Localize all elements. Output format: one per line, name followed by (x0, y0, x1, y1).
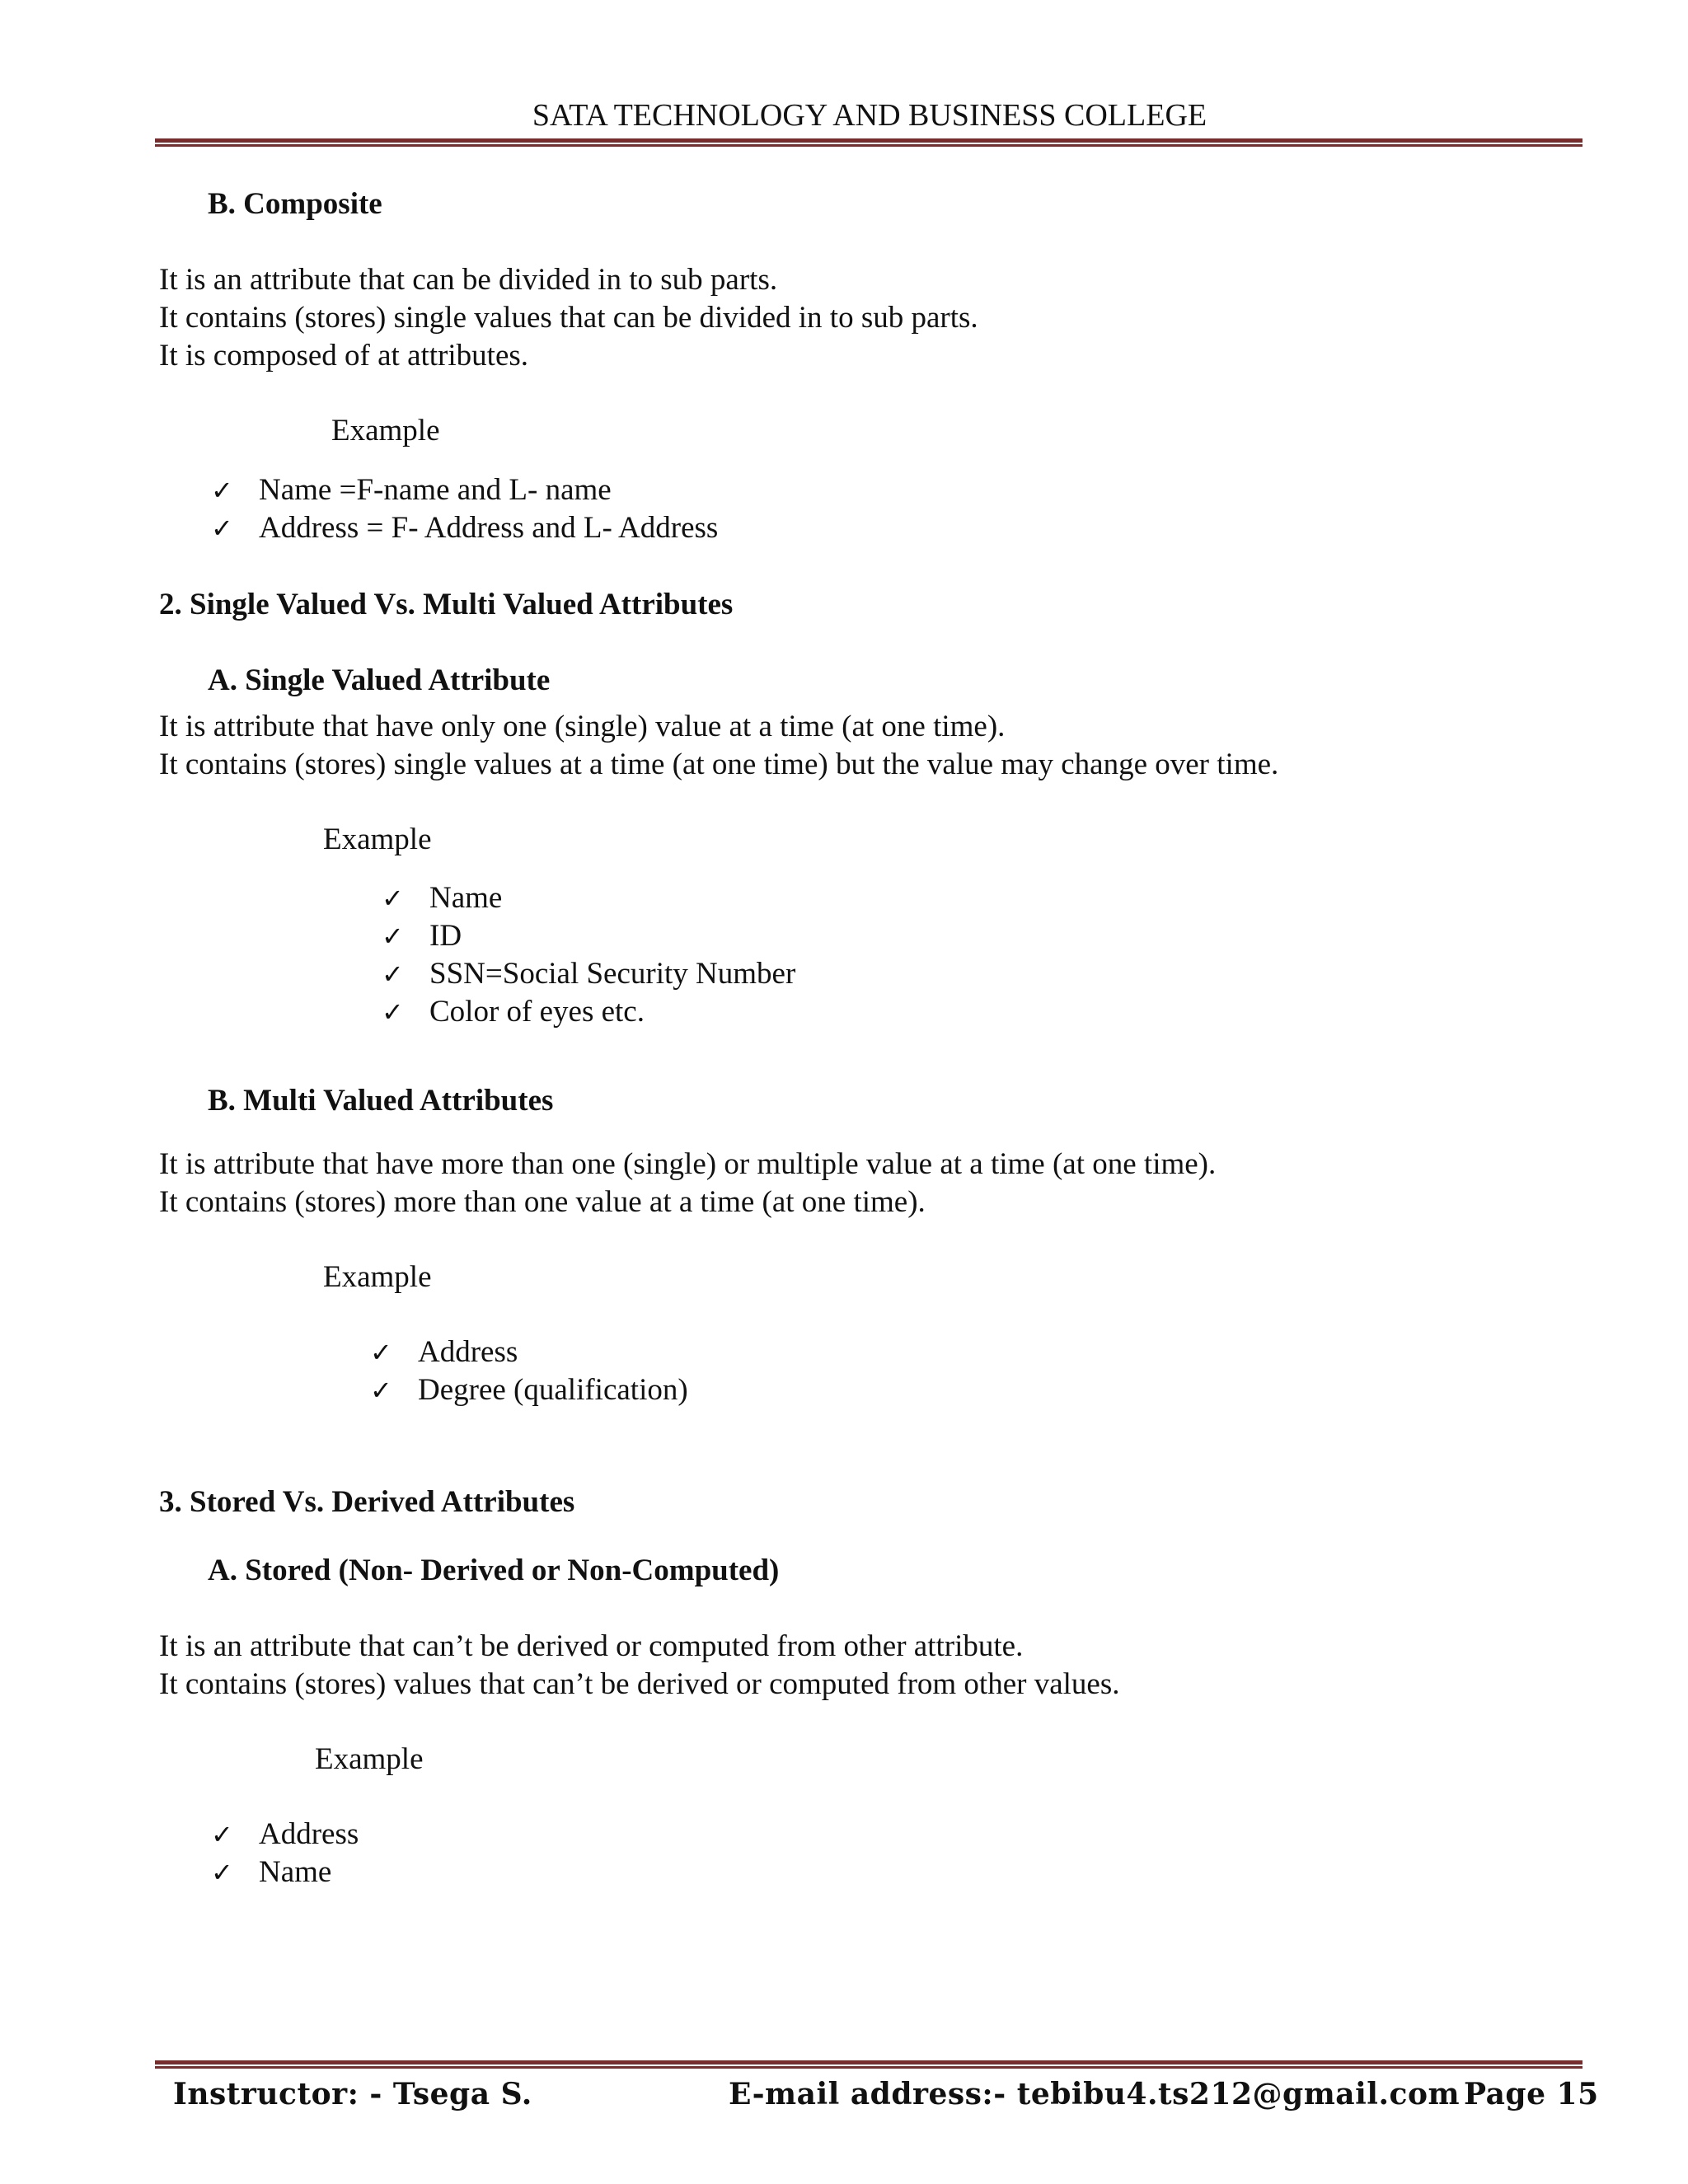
check-mark-icon: ✓ (211, 1819, 233, 1850)
stored-list-item (211, 1854, 331, 1891)
section-2-heading: 2. Single Valued Vs. Multi Valued Attributes (159, 588, 734, 621)
footer-email: E-mail address:- tebibu4.ts212@gmail.com (729, 2077, 1461, 2111)
multi-valued-example-label: Example (323, 1260, 432, 1294)
multi-valued-heading: B. Multi Valued Attributes (208, 1084, 554, 1118)
check-mark-icon: ✓ (370, 1337, 392, 1368)
composite-paragraph-2: It contains (stores) single values that can be divided in to sub parts. (159, 301, 978, 335)
single-valued-heading: A. Single Valued Attribute (208, 663, 551, 697)
single-valued-list-item (382, 880, 502, 916)
composite-heading: B. Composite (208, 187, 382, 221)
composite-paragraph-3: It is composed of at attributes. (159, 339, 529, 373)
check-mark-icon: ✓ (211, 1857, 233, 1888)
stored-list-item-label: Name (259, 1855, 332, 1889)
single-valued-paragraph-2: It contains (stores) single values at a time (at one time) but the value may change over time. (159, 748, 1279, 781)
single-valued-list-item-label: Color of eyes etc. (429, 995, 645, 1029)
single-valued-example-label: Example (323, 823, 432, 856)
single-valued-list-item (382, 994, 645, 1030)
multi-valued-list-item (370, 1372, 688, 1408)
check-mark-icon: ✓ (211, 475, 233, 506)
composite-list-item-label: Address = F- Address and L- Address (259, 511, 719, 545)
footer-rule (155, 2060, 1582, 2069)
stored-list-item-label: Address (259, 1817, 359, 1851)
single-valued-list-item (382, 956, 795, 992)
check-mark-icon: ✓ (382, 996, 404, 1028)
single-valued-list-item-label: ID (429, 919, 462, 953)
check-mark-icon: ✓ (382, 958, 404, 990)
check-mark-icon: ✓ (211, 513, 233, 544)
check-mark-icon: ✓ (370, 1375, 392, 1406)
single-valued-paragraph-1: It is attribute that have only one (single) value at a time (at one time). (159, 710, 1006, 743)
footer-instructor: Instructor: - Tsega S. (173, 2077, 532, 2111)
composite-list-item (211, 510, 718, 546)
header-rule (155, 138, 1582, 147)
multi-valued-list-item (370, 1334, 518, 1371)
single-valued-list-item (382, 918, 462, 954)
composite-list-item-label: Name =F-name and L- name (259, 473, 612, 507)
single-valued-list-item-label: Name (429, 881, 503, 915)
composite-example-label: Example (331, 414, 440, 448)
check-mark-icon: ✓ (382, 921, 404, 952)
footer-page-number: Page 15 (1464, 2077, 1599, 2111)
single-valued-list-item-label: SSN=Social Security Number (429, 957, 796, 991)
multi-valued-paragraph-1: It is attribute that have more than one (single) or multiple value at a time (at one time). (159, 1147, 1217, 1181)
composite-paragraph-1: It is an attribute that can be divided in to sub parts. (159, 263, 778, 297)
section-3-heading: 3. Stored Vs. Derived Attributes (159, 1485, 575, 1519)
composite-list-item (211, 472, 612, 509)
page-header-title: SATA TECHNOLOGY AND BUSINESS COLLEGE (532, 98, 1207, 133)
stored-paragraph-1: It is an attribute that can’t be derived or computed from other attribute. (159, 1629, 1024, 1663)
stored-example-label: Example (315, 1742, 424, 1776)
multi-valued-paragraph-2: It contains (stores) more than one value at a time (at one time). (159, 1185, 926, 1219)
multi-valued-list-item-label: Degree (qualification) (418, 1373, 688, 1407)
check-mark-icon: ✓ (382, 883, 404, 914)
stored-heading: A. Stored (Non- Derived or Non-Computed) (208, 1554, 780, 1587)
multi-valued-list-item-label: Address (418, 1335, 518, 1369)
stored-paragraph-2: It contains (stores) values that can’t be derived or computed from other values. (159, 1667, 1120, 1701)
stored-list-item (211, 1816, 359, 1853)
